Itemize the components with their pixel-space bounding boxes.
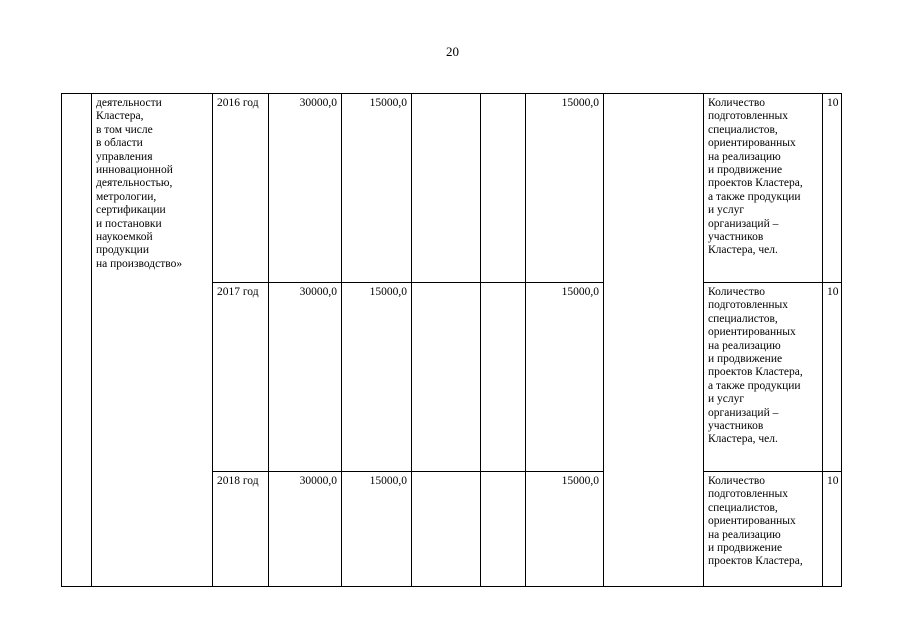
amount-cell: 15000,0 xyxy=(342,94,412,283)
amount-cell: 15000,0 xyxy=(526,94,604,283)
row-number-cell xyxy=(62,94,92,587)
indicator-value-cell: 10 xyxy=(823,94,842,283)
amount-cell xyxy=(412,94,481,283)
year-cell: 2016 год xyxy=(213,94,269,283)
amount-cell: 15000,0 xyxy=(526,472,604,587)
total-amount-cell: 30000,0 xyxy=(269,283,342,472)
executor-cell xyxy=(604,94,704,587)
table-row xyxy=(62,94,842,283)
budget-table xyxy=(61,93,842,587)
amount-cell: 15000,0 xyxy=(342,283,412,472)
amount-cell: 15000,0 xyxy=(342,472,412,587)
indicator-cell: Количество подготовленных специалистов, ориентированных на реализацию и продвижение проектов Кластера, а также продукции и услуг организаций – участников Кластера, чел. xyxy=(704,283,823,472)
year-cell: 2017 год xyxy=(213,283,269,472)
amount-cell xyxy=(412,472,481,587)
indicator-cell: Количество подготовленных специалистов, ориентированных на реализацию и продвижение проектов Кластера, xyxy=(704,472,823,587)
indicator-value-cell: 10 xyxy=(823,472,842,587)
amount-cell: 15000,0 xyxy=(526,283,604,472)
measure-description-cell: деятельности Кластера, в том числе в области управления инновационной деятельностью, метрологии, сертификации и постановки наукоемкой продукции на производство» xyxy=(92,94,213,587)
indicator-value-cell: 10 xyxy=(823,283,842,472)
amount-cell xyxy=(481,283,526,472)
amount-cell xyxy=(481,472,526,587)
page-number: 20 xyxy=(446,44,459,59)
indicator-cell: Количество подготовленных специалистов, ориентированных на реализацию и продвижение проектов Кластера, а также продукции и услуг организаций – участников Кластера, чел. xyxy=(704,94,823,283)
amount-cell xyxy=(412,283,481,472)
amount-cell xyxy=(481,94,526,283)
year-cell: 2018 год xyxy=(213,472,269,587)
total-amount-cell: 30000,0 xyxy=(269,472,342,587)
total-amount-cell: 30000,0 xyxy=(269,94,342,283)
